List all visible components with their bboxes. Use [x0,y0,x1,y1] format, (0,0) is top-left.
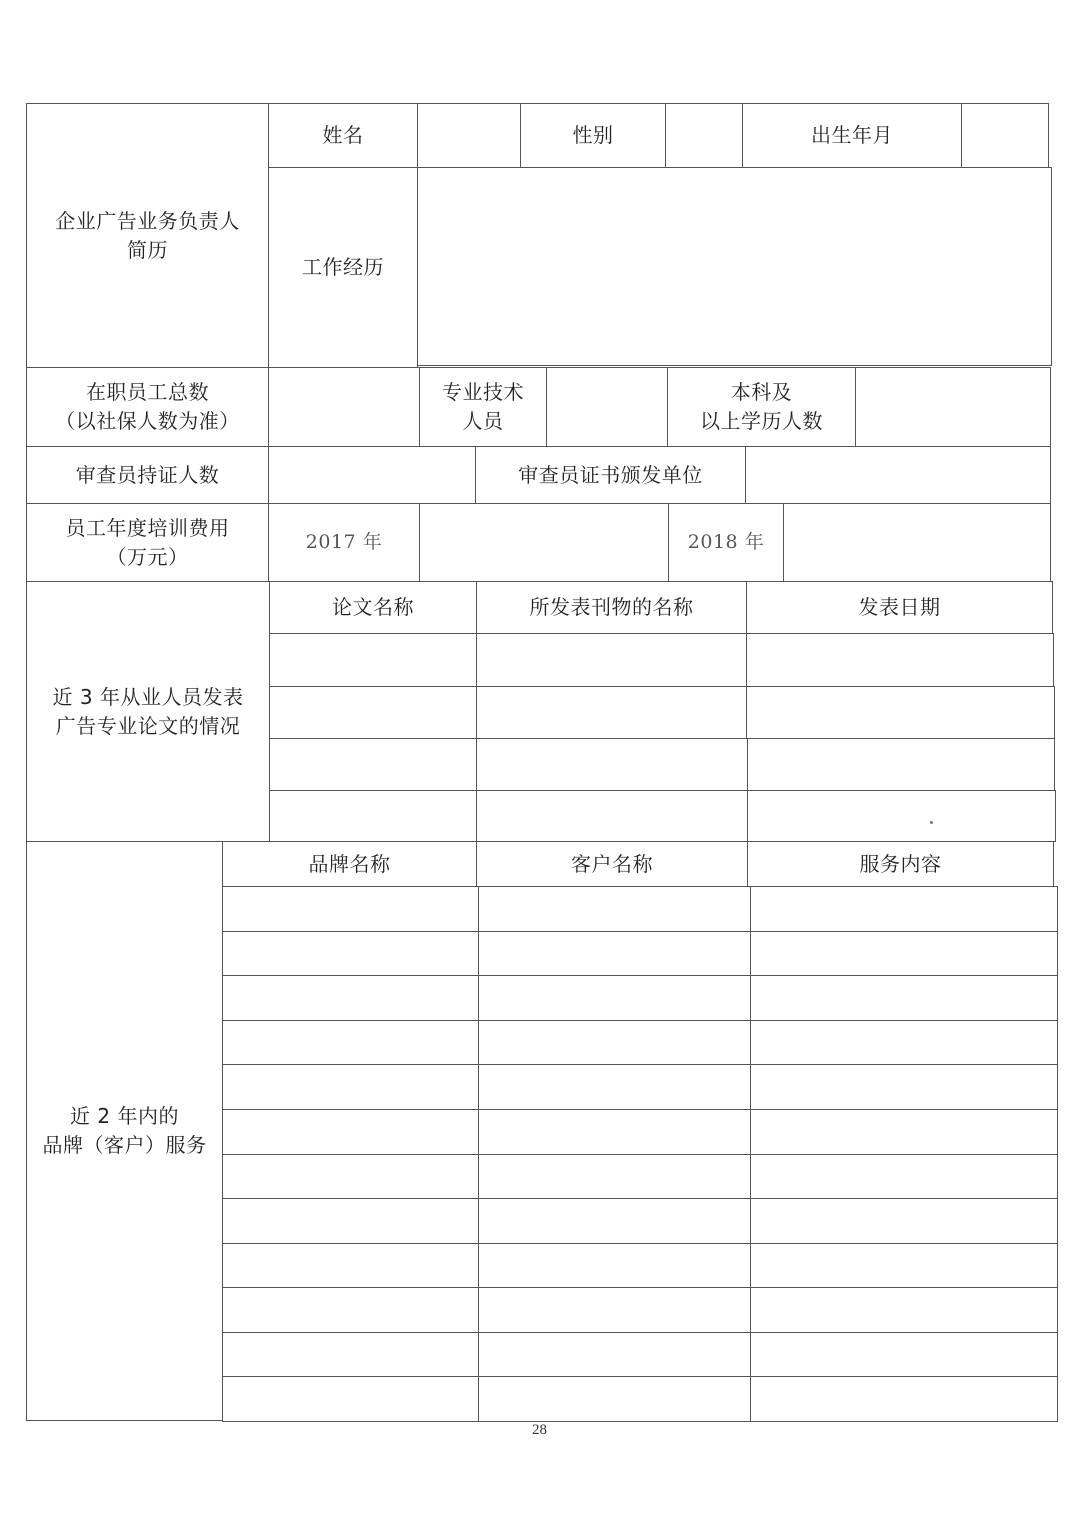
name-label: 姓名 [268,103,418,168]
brand-row-11-brand[interactable] [222,1332,479,1377]
brand-row-6-service[interactable] [750,1109,1058,1155]
birth-label: 出生年月 [742,103,962,168]
brand-row-2-client[interactable] [478,931,751,976]
brands-section-label: 近 2 年内的 品牌（客户）服务 [26,841,223,1421]
papers-header-date: 发表日期 [746,581,1053,634]
training-year-2018-label: 2018 年 [668,503,784,582]
brand-row-9-brand[interactable] [222,1243,479,1288]
brand-row-11-client[interactable] [478,1332,751,1377]
degree-staff-field[interactable] [855,367,1051,447]
papers-section-label: 近 3 年从业人员发表 广告专业论文的情况 [26,581,270,842]
brand-row-7-client[interactable] [478,1154,751,1199]
total-staff-label: 在职员工总数 （以社保人数为准） [26,367,269,447]
brand-row-8-service[interactable] [750,1198,1058,1244]
brand-row-11-service[interactable] [750,1332,1058,1377]
degree-staff-label: 本科及 以上学历人数 [667,367,856,447]
paper-row-4-title[interactable] [269,790,477,842]
brand-row-10-client[interactable] [478,1287,751,1333]
brand-row-9-client[interactable] [478,1243,751,1288]
experience-label: 工作经历 [268,167,418,368]
brands-header-client: 客户名称 [476,841,748,887]
paper-row-1-journal[interactable] [476,633,747,687]
paper-row-2-title[interactable] [269,686,477,739]
brand-row-3-service[interactable] [750,975,1058,1021]
brand-row-7-brand[interactable] [222,1154,479,1199]
paper-row-1-title[interactable] [269,633,477,687]
brand-row-7-service[interactable] [750,1154,1058,1199]
brand-row-6-client[interactable] [478,1109,751,1155]
reviewer-issuer-field[interactable] [745,446,1051,504]
brand-row-4-client[interactable] [478,1020,751,1065]
reviewer-count-field[interactable] [268,446,476,504]
brand-row-4-brand[interactable] [222,1020,479,1065]
brand-row-9-service[interactable] [750,1243,1058,1288]
reviewer-count-label: 审查员持证人数 [26,446,269,504]
name-field[interactable] [417,103,521,168]
brand-row-6-brand[interactable] [222,1109,479,1155]
gender-label: 性别 [520,103,666,168]
brand-row-1-brand[interactable] [222,886,479,932]
training-cost-label: 员工年度培训费用 （万元） [26,503,269,582]
paper-row-4-journal[interactable] [476,790,748,842]
tech-staff-label: 专业技术 人员 [419,367,547,447]
gender-field[interactable] [665,103,743,168]
papers-header-title: 论文名称 [269,581,477,634]
brand-row-2-brand[interactable] [222,931,479,976]
experience-field[interactable] [417,167,1052,366]
brand-row-12-service[interactable] [750,1376,1058,1422]
brand-row-5-brand[interactable] [222,1064,479,1110]
brand-row-5-client[interactable] [478,1064,751,1110]
brand-row-8-brand[interactable] [222,1198,479,1244]
paper-row-2-date[interactable] [746,686,1055,739]
reviewer-issuer-label: 审查员证书颁发单位 [475,446,746,504]
paper-row-4-date[interactable] [747,790,1056,842]
brand-row-3-client[interactable] [478,975,751,1021]
brand-row-12-client[interactable] [478,1376,751,1422]
brands-header-brand: 品牌名称 [222,841,477,887]
brand-row-3-brand[interactable] [222,975,479,1021]
brand-row-1-client[interactable] [478,886,751,932]
page-number: 28 [532,1422,547,1438]
tech-staff-field[interactable] [546,367,668,447]
birth-field[interactable] [961,103,1049,168]
brand-row-2-service[interactable] [750,931,1058,976]
paper-row-2-journal[interactable] [476,686,747,739]
brand-row-8-client[interactable] [478,1198,751,1244]
resume-section-label: 企业广告业务负责人 简历 [26,103,269,368]
brands-header-service: 服务内容 [747,841,1054,887]
training-year-2017-field[interactable] [419,503,669,582]
scan-speck [930,821,933,824]
training-year-2017-label: 2017 年 [268,503,420,582]
paper-row-3-journal[interactable] [476,738,748,791]
paper-row-3-date[interactable] [747,738,1055,791]
training-year-2018-field[interactable] [783,503,1051,582]
paper-row-1-date[interactable] [746,633,1054,687]
brand-row-12-brand[interactable] [222,1376,479,1422]
brand-row-10-service[interactable] [750,1287,1058,1333]
brand-row-10-brand[interactable] [222,1287,479,1333]
brand-row-5-service[interactable] [750,1064,1058,1110]
papers-header-journal: 所发表刊物的名称 [476,581,747,634]
total-staff-field[interactable] [268,367,420,447]
brand-row-4-service[interactable] [750,1020,1058,1065]
brand-row-1-service[interactable] [750,886,1058,932]
paper-row-3-title[interactable] [269,738,477,791]
